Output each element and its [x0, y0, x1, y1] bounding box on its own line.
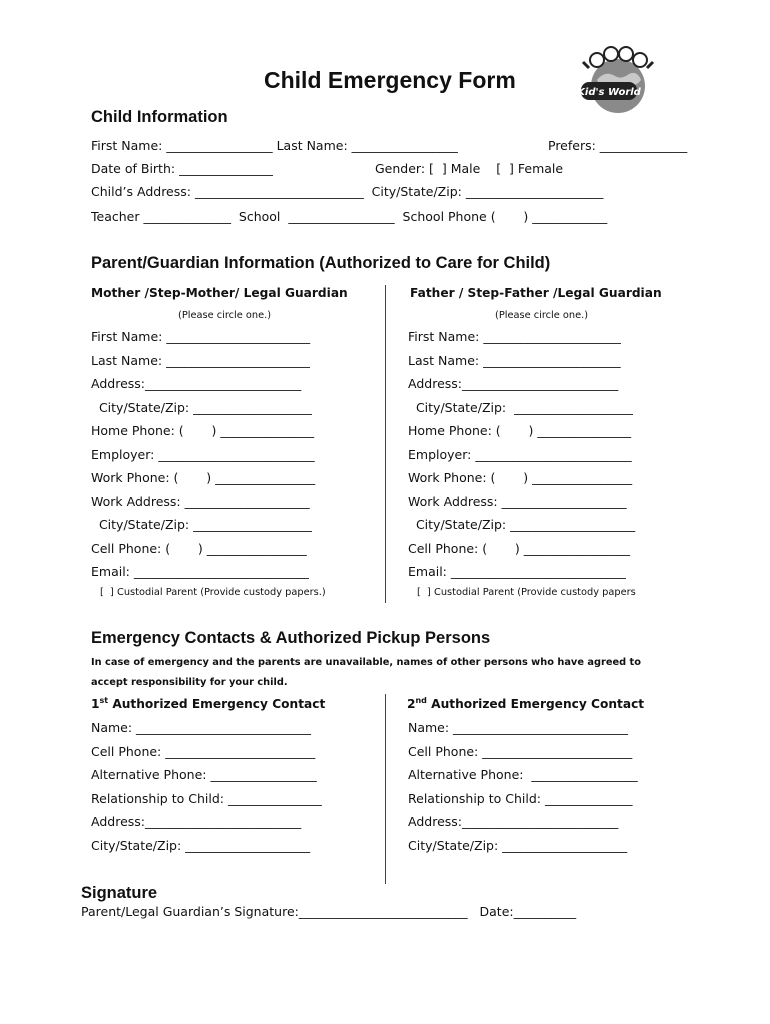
signature-field[interactable]: Parent/Legal Guardian’s Signature:___________________________ Date:__________ [81, 904, 577, 919]
father-field[interactable]: Last Name: ______________________ [408, 352, 621, 368]
kids-world-logo [575, 44, 661, 116]
contact1-field[interactable]: Alternative Phone: _________________ [91, 767, 317, 782]
emergency-note-line1: In case of emergency and the parents are unavailable, names of other persons who have agreed to [91, 657, 641, 668]
form-title: Child Emergency Form [264, 67, 516, 93]
contact2-field[interactable]: Address:_________________________ [408, 814, 619, 829]
contact1-ordinal: st [99, 696, 109, 705]
contact1-field[interactable]: Name: ____________________________ [91, 720, 312, 735]
mother-field[interactable]: Home Phone: ( ) _______________ [91, 423, 315, 438]
contact2-header [407, 696, 644, 711]
father-field[interactable]: Home Phone: ( ) _______________ [408, 423, 632, 438]
child-address-field[interactable]: Child’s Address: ___________________________ City/State/Zip: ______________________ [91, 184, 604, 199]
parent-divider [385, 285, 386, 603]
father-field[interactable]: Work Phone: ( ) ________________ [408, 470, 633, 485]
father-custodial-checkbox[interactable]: [ ] Custodial Parent (Provide custody papers [417, 587, 636, 598]
contact1-title: Authorized Emergency Contact [108, 697, 326, 712]
father-field[interactable]: Work Address: ____________________ [408, 493, 627, 509]
child-school-field[interactable]: Teacher ______________ School _________________ School Phone ( ) ____________ [91, 209, 608, 224]
emergency-note-line2: accept responsibility for your child. [91, 677, 288, 688]
parent-info-heading: Parent/Guardian Information (Authorized to Care for Child) [91, 254, 551, 272]
mother-field[interactable]: Last Name: _______________________ [91, 352, 310, 368]
contact2-field[interactable]: City/State/Zip: ____________________ [408, 837, 628, 853]
father-circle-note: (Please circle one.) [495, 310, 589, 321]
contact1-number: 1 [91, 697, 100, 712]
father-field[interactable]: City/State/Zip: ___________________ [408, 399, 633, 415]
father-field[interactable]: Employer: _________________________ [408, 446, 632, 462]
father-field[interactable]: Email: ____________________________ [408, 564, 626, 579]
mother-header: Mother /Step-Mother/ Legal Guardian [91, 286, 348, 300]
mother-field[interactable]: City/State/Zip: ___________________ [91, 399, 312, 415]
contact2-title: Authorized Emergency Contact [426, 697, 645, 712]
child-info-heading: Child Information [91, 108, 228, 126]
contact1-field[interactable]: Relationship to Child: _______________ [91, 790, 322, 806]
contact2-field[interactable]: Relationship to Child: ______________ [408, 790, 633, 806]
mother-field[interactable]: Work Address: ____________________ [91, 493, 310, 509]
contact2-field[interactable]: Name: ____________________________ [408, 720, 629, 735]
mother-field[interactable]: Email: ____________________________ [91, 564, 309, 579]
mother-field[interactable]: Employer: _________________________ [91, 446, 315, 462]
mother-field[interactable]: City/State/Zip: ___________________ [91, 517, 312, 532]
contact2-field[interactable]: Cell Phone: ________________________ [408, 743, 633, 759]
mother-field[interactable]: First Name: _______________________ [91, 329, 311, 344]
contact1-field[interactable]: Cell Phone: ________________________ [91, 743, 316, 759]
contact1-header [91, 696, 325, 711]
father-field[interactable]: Cell Phone: ( ) _________________ [408, 540, 631, 556]
signature-heading: Signature [81, 884, 158, 902]
contact2-field[interactable]: Alternative Phone: _________________ [408, 767, 638, 782]
child-name-field[interactable]: First Name: _________________ Last Name: _________________ [91, 138, 458, 153]
father-field[interactable]: City/State/Zip: ____________________ [408, 517, 636, 532]
father-field[interactable]: Address:_________________________ [408, 376, 619, 391]
contact1-field[interactable]: Address:_________________________ [91, 814, 302, 829]
contact2-ordinal: nd [415, 696, 427, 705]
mother-custodial-checkbox[interactable]: [ ] Custodial Parent (Provide custody papers.) [100, 587, 326, 598]
mother-circle-note: (Please circle one.) [178, 310, 272, 321]
mother-field[interactable]: Address:_________________________ [91, 376, 302, 391]
child-gender-field[interactable]: Gender: [ ] Male [ ] Female [375, 161, 564, 176]
logo-text: Kid's World [577, 87, 641, 98]
child-prefers-field[interactable]: Prefers: ______________ [548, 138, 688, 153]
contact1-field[interactable]: City/State/Zip: ____________________ [91, 837, 311, 853]
mother-field[interactable]: Cell Phone: ( ) ________________ [91, 540, 307, 556]
father-field[interactable]: First Name: ______________________ [408, 329, 621, 344]
father-header: Father / Step-Father /Legal Guardian [410, 286, 662, 300]
emergency-divider [385, 694, 386, 884]
mother-field[interactable]: Work Phone: ( ) ________________ [91, 470, 316, 485]
child-dob-field[interactable]: Date of Birth: _______________ [91, 161, 273, 176]
contact2-number: 2 [407, 697, 416, 712]
emergency-heading: Emergency Contacts & Authorized Pickup Persons [91, 629, 491, 647]
